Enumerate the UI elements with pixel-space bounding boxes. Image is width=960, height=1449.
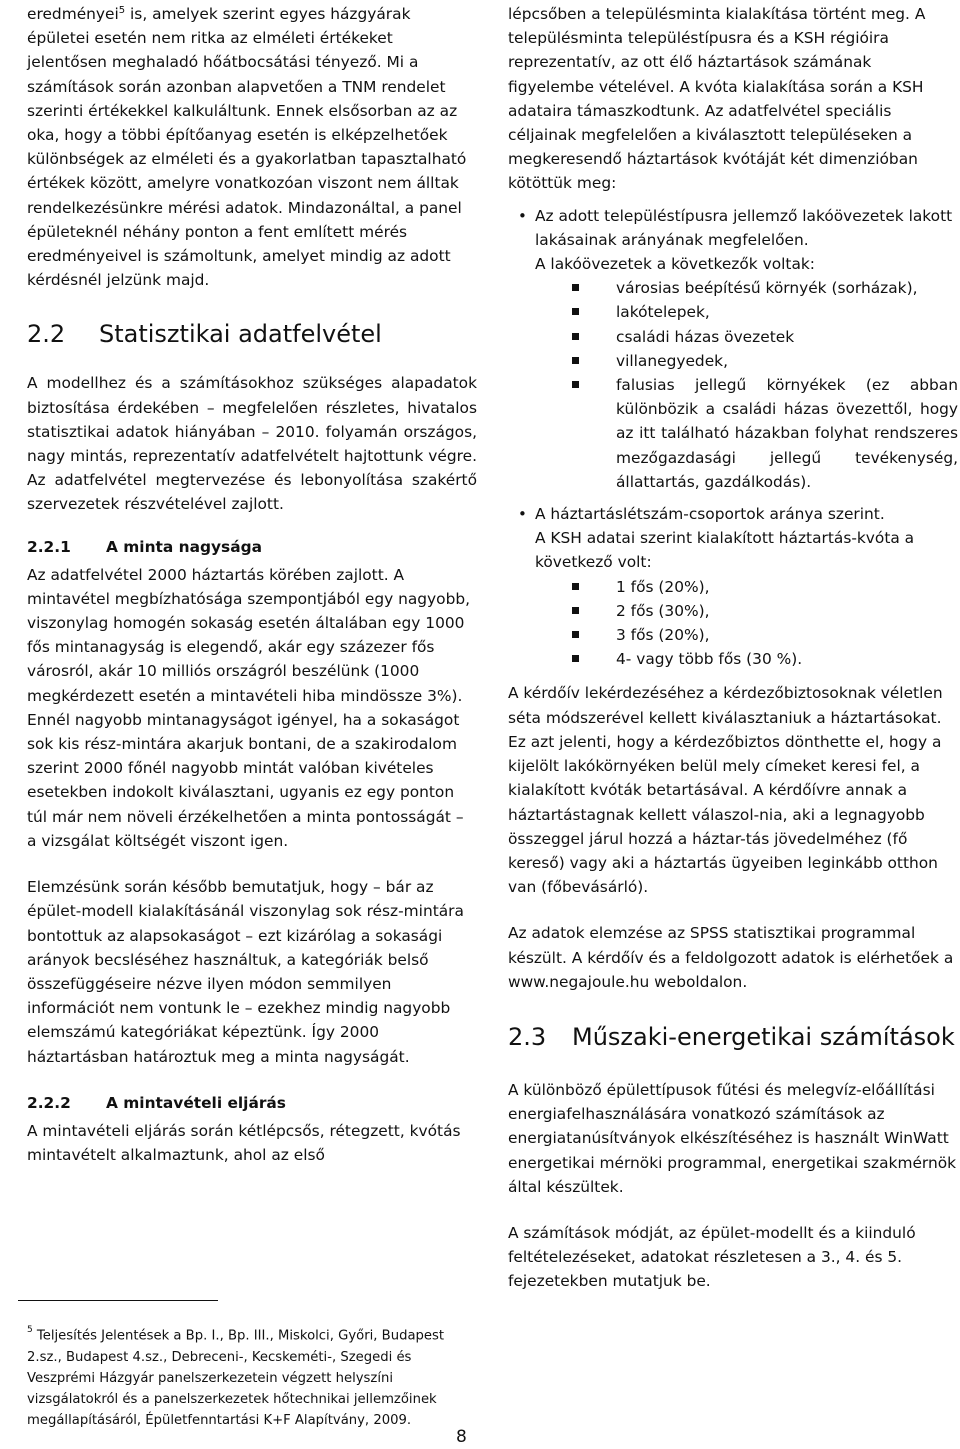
right-para-1: lépcsőben a településminta kialakítása történt meg. A településminta településtípusra és a KSH régióira reprezentatív, az ott élő háztartások számának figyelembe vételével. A kvóta kialakítása során a KSH adataira támaszkodtunk. Az adatfelvétel speciális céljainak megfelelően a kiválasztott településeken a megkeresendő háztartások kvótáját két dimenzióban kötöttük meg:: [508, 5, 926, 193]
right-para-2: A kérdőív lekérdezéséhez a kérdezőbiztosoknak véletlen séta módszerével kellett kiválasztaniuk a háztartásokat. Ez azt jelenti, hogy a kérdezőbiztos dönthette el, hogy a kijelölt lakókörnyéken belül mely címeket keresi fel, a kialakított kvóták betartásával. A kérdőívre annak a háztartástagnak kellett válaszol-nia, aki a legnagyobb összeggel járul hozzá a háztar-tás jövedelméhez (fő kereső) vagy aki a háztartás ügyeiben leginkább otthon van (főbevásárló).: [508, 684, 943, 897]
list-item: falusias jellegű környékek (ez abban különbözik a családi házas övezettől, hogy az itt található házakban folyhat rendszeres mezőgazdasági jellegű tevékenység, állattartás, gazdálkodás).: [589, 373, 958, 494]
list-item: [508, 502, 958, 671]
square-bullet-icon: [572, 583, 579, 590]
footnote-divider: [18, 1300, 218, 1301]
right-para-4: A különböző épülettípusok fűtési és melegvíz-előállítási energiafelhasználására vonatkozó számítások az energiatanúsítványok elkészítéséhez is használt WinWatt energetikai mérnöki programmal, energetikai szakmérnök által készültek.: [508, 1080, 957, 1196]
list-item: villanegyedek,: [589, 349, 958, 373]
square-bullet-icon: [572, 357, 579, 364]
footnote-ref[interactable]: 5: [118, 4, 126, 16]
subsection-heading-2-2-2: 2.2.2 A mintavételi eljárás: [27, 1093, 286, 1112]
right-column: [508, 0, 958, 1294]
square-bullet-icon: [572, 631, 579, 638]
footnote-mark: 5: [27, 1325, 33, 1335]
bullet2-subtext: A KSH adatai szerint kialakított háztartás-kvóta a következő volt:: [535, 529, 915, 572]
page-number: 8: [456, 1427, 467, 1447]
left-para-4: Elemzésünk során később bemutatjuk, hogy – bár az épület-modell kialakításánál viszonylag sok rész-mintára bontottuk az alapsokaságot – ezt kizárólag a sokasági arányok becsléséhez használtuk, a kategóriák belső összefüggéseire nézve ilyen módon semmilyen információt nem vontunk le – ezekhez mindig nagyobb elemszámú kategóriákat képeztünk. Így 2000 háztartásban határoztuk meg a minta nagyságát.: [27, 878, 464, 1066]
quota-dimension-list: [508, 204, 958, 672]
left-para-1: eredményei$^5$ is, amelyek szerint egyes házgyárak épületei esetén nem ritka az elméleti értékeket jelentősen meghaladó hőátbocsátási tényező. Mi a számítások során azonban alapvetően a TNM rendelet szerinti értékekkel kalkuláltunk. Ennek elsősorban az az oka, hogy a többi építőanyag esetén is elképzelhetőek különbségek az elméleti és a gyakorlatban tapasztalható értékek között, amelyre vonatkozóan viszont nem álltak rendelkezésünkre mérési adatok. Mindazonáltal, a panel épületeknél néhány ponton a fent említett mérés eredményeivel is számoltunk, amelyet mindig az adott kérdésnél jelzünk majd.: [27, 4, 467, 290]
bullet1-text: Az adott településtípusra jellemző lakóövezetek lakott lakásainak arányának megfelelően.: [535, 206, 953, 249]
square-bullet-icon: [572, 655, 579, 662]
list-item: városias beépítésű környék (sorházak),: [589, 276, 958, 300]
bullet2-text: A háztartáslétszám-csoportok aránya szerint.: [535, 505, 885, 524]
right-para-5: A számítások módját, az épület-modellt és a kiinduló feltételezéseket, adatokat részletesen a 3., 4. és 5. fejezetekben mutatjuk be.: [508, 1223, 916, 1291]
list-item: 3 fős (20%),: [589, 623, 958, 647]
section-heading-2-3: 2.3 Műszaki-energetikai számítások: [508, 1022, 955, 1051]
square-bullet-icon: [572, 284, 579, 291]
square-bullet-icon: [572, 333, 579, 340]
list-item: családi házas övezetek: [589, 325, 958, 349]
left-para-5: A mintavételi eljárás során kétlépcsős, rétegzett, kvótás mintavételt alkalmaztunk, ahol az első: [27, 1121, 461, 1164]
footnote: [27, 1322, 467, 1431]
square-bullet-icon: [572, 308, 579, 315]
bullet1-subtext: A lakóövezetek a következők voltak:: [535, 255, 815, 274]
list-item: 4- vagy több fős (30 %).: [589, 647, 958, 671]
square-bullet-icon: [572, 607, 579, 614]
square-bullet-icon: [572, 381, 579, 388]
list-item: 2 fős (30%),: [589, 599, 958, 623]
section-heading-2-2: 2.2 Statisztikai adatfelvétel: [27, 320, 382, 349]
list-item: 1 fős (20%),: [589, 575, 958, 599]
list-item: lakótelepek,: [589, 300, 958, 324]
left-column: [27, 0, 477, 1167]
subsection-heading-2-2-1: 2.2.1 A minta nagysága: [27, 537, 262, 556]
zone-list: [535, 276, 958, 494]
household-quota-list: [535, 575, 958, 672]
left-para-2: A modellhez és a számításokhoz szükséges alapadatok biztosítása érdekében – megfelelően részletes, hivatalos statisztikai adatok hiányában – 2010. folyamán országos, nagy mintás, reprezentatív adatfelvételt hajtottunk végre. Az adatfelvétel megtervezése és lebonyolítása szakértő szervezetek részvételével zajlott.: [27, 374, 477, 514]
footnote-text: Teljesítés Jelentések a Bp. I., Bp. III., Miskolci, Győri, Budapest 2.sz., Budapest 4.sz., Debreceni-, Kecskeméti-, Szegedi és Veszprémi Házgyár panelszerkezetein végzett helyszíni vizsgálatokról és a panelszerkezetek hőtechnikai jellemzőinek megállapításáról, Épületfenntartási K+F Alapítvány, 2009.: [27, 1328, 445, 1429]
list-item: [508, 204, 958, 494]
left-para-3: Az adatfelvétel 2000 háztartás körében zajlott. A mintavétel megbízhatósága szempontjából egy nagyobb, viszonylag homogén sokaság esetén általában egy 1000 fős mintanagyság is elegendő, akár egy százezer fős városról, akár 10 milliós országról beszélünk (1000 megkérdezett esetén a mintavételi hiba mindössze 3%). Ennél nagyobb mintanagyságot igényel, ha a sokaságot sok kis rész-mintára akarjuk bontani, de a szakirodalom szerint 2000 főnél nagyobb mintát valóban kivételes esetekben indokolt kiválasztani, ugyanis ez egy ponton túl már nem növeli érzékelhetően a minta pontosságát – a vizsgálat költségét viszont igen.: [27, 565, 471, 850]
right-para-3: Az adatok elemzése az SPSS statisztikai programmal készült. A kérdőív és a feldolgozott adatok is elérhetőek a www.negajoule.hu weboldalon.: [508, 924, 954, 991]
